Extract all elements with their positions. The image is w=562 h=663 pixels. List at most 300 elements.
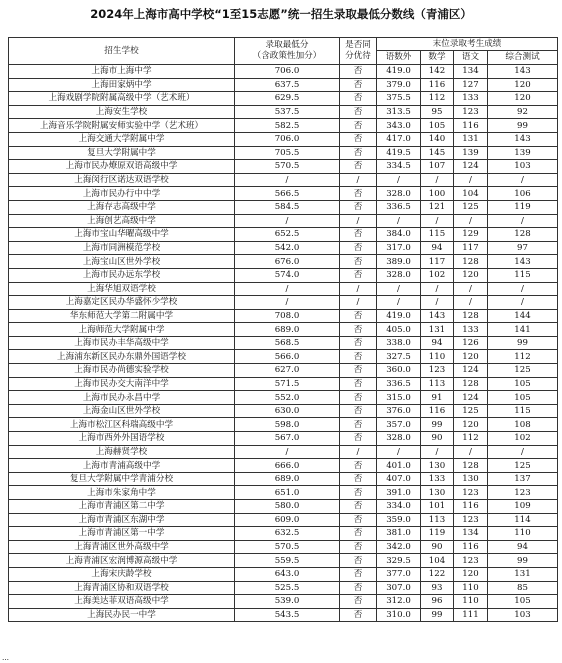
- same-score-preference: 否: [340, 146, 377, 160]
- min-score: 706.0: [235, 65, 340, 79]
- min-score: 689.0: [235, 323, 340, 337]
- same-score-preference: 否: [340, 500, 377, 514]
- chinese-score: 123: [454, 105, 488, 119]
- school-name: 上海浦东新区民办东鼎外国语学校: [9, 350, 235, 364]
- chinese-score: 128: [454, 459, 488, 473]
- chinese-score: 120: [454, 567, 488, 581]
- comprehensive-score: 105: [488, 391, 558, 405]
- table-row: [9, 581, 558, 595]
- math-score: 101: [421, 500, 454, 514]
- school-name: 上海嘉定区民办华盛怀少学校: [9, 296, 235, 310]
- comprehensive-score: 109: [488, 500, 558, 514]
- comprehensive-score: 97: [488, 241, 558, 255]
- comprehensive-score: 139: [488, 146, 558, 160]
- min-score: 542.0: [235, 241, 340, 255]
- table-row: [9, 268, 558, 282]
- school-name: 上海田家炳中学: [9, 78, 235, 92]
- school-name: 上海交通大学附属中学: [9, 132, 235, 146]
- school-name: 上海市民办尚德实验学校: [9, 364, 235, 378]
- min-score: 537.5: [235, 105, 340, 119]
- comprehensive-score: 92: [488, 105, 558, 119]
- math-score: /: [421, 173, 454, 187]
- comprehensive-score: 143: [488, 132, 558, 146]
- chinese-score: 127: [454, 78, 488, 92]
- min-score: 629.5: [235, 92, 340, 106]
- total-cme: 312.0: [377, 595, 421, 609]
- same-score-preference: 否: [340, 119, 377, 133]
- same-score-preference: 否: [340, 160, 377, 174]
- table-row: [9, 228, 558, 242]
- table-row: [9, 132, 558, 146]
- chinese-score: 124: [454, 160, 488, 174]
- chinese-score: 129: [454, 228, 488, 242]
- total-cme: 315.0: [377, 391, 421, 405]
- math-score: 122: [421, 567, 454, 581]
- school-name: 上海市民办行中中学: [9, 187, 235, 201]
- table-row: [9, 173, 558, 187]
- math-score: 99: [421, 418, 454, 432]
- total-cme: /: [377, 445, 421, 459]
- math-score: /: [421, 445, 454, 459]
- school-name: 上海师范大学附属中学: [9, 323, 235, 337]
- school-name: 上海市朱家角中学: [9, 486, 235, 500]
- comprehensive-score: 123: [488, 486, 558, 500]
- math-score: 142: [421, 65, 454, 79]
- min-score: /: [235, 214, 340, 228]
- chinese-score: 116: [454, 540, 488, 554]
- same-score-preference: 否: [340, 513, 377, 527]
- chinese-score: 133: [454, 323, 488, 337]
- school-name: 上海市民办远东学校: [9, 268, 235, 282]
- math-score: 140: [421, 132, 454, 146]
- same-score-preference: 否: [340, 459, 377, 473]
- math-score: 130: [421, 486, 454, 500]
- school-name: 上海青浦区世外高级中学: [9, 540, 235, 554]
- total-cme: 405.0: [377, 323, 421, 337]
- min-score: /: [235, 282, 340, 296]
- total-cme: 419.0: [377, 309, 421, 323]
- math-score: 90: [421, 540, 454, 554]
- school-name: 上海市松江区科瑞高级中学: [9, 418, 235, 432]
- page-title: 2024年上海市高中学校“1至15志愿”统一招生录取最低分数线（青浦区）: [90, 7, 472, 21]
- total-cme: 334.0: [377, 500, 421, 514]
- table-row: [9, 255, 558, 269]
- min-score: 571.5: [235, 377, 340, 391]
- same-score-preference: 否: [340, 228, 377, 242]
- min-score: 559.5: [235, 554, 340, 568]
- chinese-score: 116: [454, 500, 488, 514]
- same-score-preference: 否: [340, 350, 377, 364]
- comprehensive-score: 114: [488, 513, 558, 527]
- chinese-score: 111: [454, 608, 488, 622]
- header-chinese-math-english: 语数外: [377, 51, 421, 65]
- table-row: [9, 432, 558, 446]
- min-score: 609.0: [235, 513, 340, 527]
- comprehensive-score: 108: [488, 418, 558, 432]
- school-name: 复旦大学附属中学: [9, 146, 235, 160]
- table-row: [9, 540, 558, 554]
- comprehensive-score: 128: [488, 228, 558, 242]
- same-score-preference: 否: [340, 581, 377, 595]
- school-name: 上海市青浦区第一中学: [9, 527, 235, 541]
- min-score: /: [235, 296, 340, 310]
- table-row: [9, 350, 558, 364]
- table-row: [9, 404, 558, 418]
- chinese-score: 125: [454, 404, 488, 418]
- school-name: 上海金山区世外学校: [9, 404, 235, 418]
- chinese-score: /: [454, 214, 488, 228]
- comprehensive-score: 99: [488, 554, 558, 568]
- table-row: [9, 309, 558, 323]
- comprehensive-score: 102: [488, 432, 558, 446]
- table-row: [9, 391, 558, 405]
- min-score: 643.0: [235, 567, 340, 581]
- header-comprehensive: 综合测试: [488, 51, 558, 65]
- comprehensive-score: 112: [488, 350, 558, 364]
- total-cme: 343.0: [377, 119, 421, 133]
- math-score: 110: [421, 350, 454, 364]
- chinese-score: 123: [454, 554, 488, 568]
- total-cme: 310.0: [377, 608, 421, 622]
- math-score: 123: [421, 364, 454, 378]
- math-score: 116: [421, 404, 454, 418]
- min-score: 568.5: [235, 336, 340, 350]
- chinese-score: 104: [454, 187, 488, 201]
- total-cme: 317.0: [377, 241, 421, 255]
- total-cme: 336.5: [377, 377, 421, 391]
- comprehensive-score: /: [488, 296, 558, 310]
- same-score-preference: 否: [340, 377, 377, 391]
- table-row: [9, 92, 558, 106]
- chinese-score: 120: [454, 418, 488, 432]
- math-score: 94: [421, 336, 454, 350]
- total-cme: /: [377, 214, 421, 228]
- same-score-preference: 否: [340, 472, 377, 486]
- min-score: 566.0: [235, 350, 340, 364]
- min-score: 652.5: [235, 228, 340, 242]
- header-same-score: [340, 38, 377, 65]
- same-score-preference: 否: [340, 241, 377, 255]
- total-cme: /: [377, 282, 421, 296]
- total-cme: 401.0: [377, 459, 421, 473]
- math-score: 107: [421, 160, 454, 174]
- same-score-preference: 否: [340, 527, 377, 541]
- math-score: 113: [421, 513, 454, 527]
- table-row: [9, 472, 558, 486]
- same-score-preference: 否: [340, 187, 377, 201]
- chinese-score: 139: [454, 146, 488, 160]
- comprehensive-score: 144: [488, 309, 558, 323]
- math-score: 99: [421, 608, 454, 622]
- same-score-preference: 否: [340, 595, 377, 609]
- min-score: 651.0: [235, 486, 340, 500]
- comprehensive-score: 105: [488, 595, 558, 609]
- chinese-score: 117: [454, 241, 488, 255]
- math-score: 145: [421, 146, 454, 160]
- min-score: /: [235, 173, 340, 187]
- chinese-score: 126: [454, 336, 488, 350]
- school-name: 上海市青浦区第二中学: [9, 500, 235, 514]
- total-cme: 377.0: [377, 567, 421, 581]
- min-score: 582.5: [235, 119, 340, 133]
- math-score: 133: [421, 472, 454, 486]
- header-min-score: [235, 38, 340, 65]
- math-score: 131: [421, 323, 454, 337]
- comprehensive-score: 120: [488, 92, 558, 106]
- math-score: 95: [421, 105, 454, 119]
- total-cme: 391.0: [377, 486, 421, 500]
- same-score-preference: 否: [340, 336, 377, 350]
- min-score: 525.5: [235, 581, 340, 595]
- min-score: 580.0: [235, 500, 340, 514]
- same-score-preference: 否: [340, 255, 377, 269]
- same-score-preference: 否: [340, 432, 377, 446]
- admission-score-table: [8, 37, 558, 622]
- table-row: [9, 146, 558, 160]
- table-row: [9, 296, 558, 310]
- min-score: 574.0: [235, 268, 340, 282]
- math-score: 94: [421, 241, 454, 255]
- same-score-preference: 否: [340, 364, 377, 378]
- table-row: [9, 323, 558, 337]
- total-cme: 328.0: [377, 187, 421, 201]
- table-row: [9, 364, 558, 378]
- total-cme: 328.0: [377, 432, 421, 446]
- min-score: 705.5: [235, 146, 340, 160]
- same-score-preference: 否: [340, 554, 377, 568]
- comprehensive-score: 99: [488, 336, 558, 350]
- table-row: [9, 445, 558, 459]
- min-score: 632.5: [235, 527, 340, 541]
- total-cme: 375.5: [377, 92, 421, 106]
- school-name: 上海宝山区世外学校: [9, 255, 235, 269]
- chinese-score: 120: [454, 268, 488, 282]
- header-min-score-line1: 录取最低分: [265, 40, 309, 50]
- school-name: 复旦大学附属中学青浦分校: [9, 472, 235, 486]
- school-name: 上海市青浦区东湖中学: [9, 513, 235, 527]
- same-score-preference: 否: [340, 268, 377, 282]
- math-score: 119: [421, 527, 454, 541]
- same-score-preference: 否: [340, 105, 377, 119]
- math-score: /: [421, 214, 454, 228]
- school-name: 上海市上海中学: [9, 65, 235, 79]
- table-row: [9, 527, 558, 541]
- min-score: 706.0: [235, 132, 340, 146]
- header-chinese: 语文: [454, 51, 488, 65]
- school-name: 上海青浦区宏润博源高级中学: [9, 554, 235, 568]
- same-score-preference: /: [340, 173, 377, 187]
- min-score: 627.0: [235, 364, 340, 378]
- table-row: [9, 608, 558, 622]
- chinese-score: 110: [454, 581, 488, 595]
- chinese-score: /: [454, 445, 488, 459]
- min-score: 637.5: [235, 78, 340, 92]
- math-score: 117: [421, 255, 454, 269]
- table-row: [9, 200, 558, 214]
- same-score-preference: 否: [340, 391, 377, 405]
- total-cme: 334.5: [377, 160, 421, 174]
- header-same-score-line2: 分优待: [345, 51, 371, 61]
- math-score: 93: [421, 581, 454, 595]
- total-cme: 329.5: [377, 554, 421, 568]
- comprehensive-score: 141: [488, 323, 558, 337]
- min-score: 584.5: [235, 200, 340, 214]
- min-score: 539.0: [235, 595, 340, 609]
- total-cme: 384.0: [377, 228, 421, 242]
- math-score: 121: [421, 200, 454, 214]
- table-row: [9, 336, 558, 350]
- chinese-score: 120: [454, 350, 488, 364]
- total-cme: 419.0: [377, 65, 421, 79]
- total-cme: 307.0: [377, 581, 421, 595]
- math-score: /: [421, 282, 454, 296]
- min-score: 689.0: [235, 472, 340, 486]
- min-score: 543.5: [235, 608, 340, 622]
- chinese-score: /: [454, 296, 488, 310]
- same-score-preference: 否: [340, 132, 377, 146]
- school-name: 上海戏剧学院附属高级中学（艺术班）: [9, 92, 235, 106]
- comprehensive-score: 131: [488, 567, 558, 581]
- min-score: 566.5: [235, 187, 340, 201]
- comprehensive-score: /: [488, 173, 558, 187]
- math-score: 104: [421, 554, 454, 568]
- total-cme: 359.0: [377, 513, 421, 527]
- same-score-preference: 否: [340, 309, 377, 323]
- total-cme: 360.0: [377, 364, 421, 378]
- comprehensive-score: 115: [488, 268, 558, 282]
- math-score: 105: [421, 119, 454, 133]
- total-cme: 389.0: [377, 255, 421, 269]
- math-score: 143: [421, 309, 454, 323]
- comprehensive-score: 125: [488, 364, 558, 378]
- same-score-preference: 否: [340, 540, 377, 554]
- same-score-preference: 否: [340, 78, 377, 92]
- school-name: 上海市民办丰华高级中学: [9, 336, 235, 350]
- school-name: 上海市民办交大南洋中学: [9, 377, 235, 391]
- table-row: [9, 119, 558, 133]
- school-name: 上海市宝山华曜高级中学: [9, 228, 235, 242]
- chinese-score: /: [454, 282, 488, 296]
- school-name: 上海市民办燎原双语高级中学: [9, 160, 235, 174]
- same-score-preference: 否: [340, 92, 377, 106]
- table-row: [9, 567, 558, 581]
- comprehensive-score: 85: [488, 581, 558, 595]
- total-cme: 342.0: [377, 540, 421, 554]
- math-score: 102: [421, 268, 454, 282]
- table-row: [9, 554, 558, 568]
- total-cme: 379.0: [377, 78, 421, 92]
- min-score: 552.0: [235, 391, 340, 405]
- header-min-score-line2: （含政策性加分）: [252, 51, 322, 61]
- min-score: 708.0: [235, 309, 340, 323]
- comprehensive-score: 105: [488, 377, 558, 391]
- comprehensive-score: 120: [488, 78, 558, 92]
- total-cme: 336.5: [377, 200, 421, 214]
- comprehensive-score: /: [488, 282, 558, 296]
- school-name: 上海音乐学院附属安师实验中学（艺术班）: [9, 119, 235, 133]
- math-score: 116: [421, 78, 454, 92]
- chinese-score: 128: [454, 377, 488, 391]
- total-cme: 376.0: [377, 404, 421, 418]
- total-cme: 419.5: [377, 146, 421, 160]
- chinese-score: 123: [454, 513, 488, 527]
- chinese-score: 123: [454, 486, 488, 500]
- table-row: [9, 105, 558, 119]
- min-score: 676.0: [235, 255, 340, 269]
- total-cme: 407.0: [377, 472, 421, 486]
- comprehensive-score: 103: [488, 160, 558, 174]
- table-row: [9, 160, 558, 174]
- chinese-score: 112: [454, 432, 488, 446]
- school-name: 上海创艺高级中学: [9, 214, 235, 228]
- same-score-preference: 否: [340, 404, 377, 418]
- total-cme: 313.5: [377, 105, 421, 119]
- total-cme: /: [377, 296, 421, 310]
- table-row: [9, 418, 558, 432]
- comprehensive-score: 119: [488, 200, 558, 214]
- chinese-score: /: [454, 173, 488, 187]
- comprehensive-score: 125: [488, 459, 558, 473]
- math-score: 90: [421, 432, 454, 446]
- min-score: 598.0: [235, 418, 340, 432]
- table-row: [9, 78, 558, 92]
- math-score: 113: [421, 377, 454, 391]
- school-name: 华东师范大学第二附属中学: [9, 309, 235, 323]
- same-score-preference: 否: [340, 608, 377, 622]
- school-name: 上海市同洲模范学校: [9, 241, 235, 255]
- min-score: /: [235, 445, 340, 459]
- header-math: 数学: [421, 51, 454, 65]
- total-cme: /: [377, 173, 421, 187]
- same-score-preference: 否: [340, 323, 377, 337]
- school-name: 上海宋庆龄学校: [9, 567, 235, 581]
- comprehensive-score: 143: [488, 65, 558, 79]
- same-score-preference: /: [340, 282, 377, 296]
- math-score: 91: [421, 391, 454, 405]
- math-score: 100: [421, 187, 454, 201]
- math-score: 115: [421, 228, 454, 242]
- same-score-preference: 否: [340, 418, 377, 432]
- same-score-preference: /: [340, 214, 377, 228]
- chinese-score: 116: [454, 119, 488, 133]
- total-cme: 328.0: [377, 268, 421, 282]
- table-row: [9, 513, 558, 527]
- min-score: 570.5: [235, 540, 340, 554]
- school-name: 上海美达菲双语高级中学: [9, 595, 235, 609]
- chinese-score: 130: [454, 472, 488, 486]
- school-name: 上海安生学校: [9, 105, 235, 119]
- comprehensive-score: 94: [488, 540, 558, 554]
- school-name: 上海赫贤学校: [9, 445, 235, 459]
- table-row: [9, 500, 558, 514]
- comprehensive-score: 99: [488, 119, 558, 133]
- math-score: 130: [421, 459, 454, 473]
- total-cme: 338.0: [377, 336, 421, 350]
- comprehensive-score: 143: [488, 255, 558, 269]
- chinese-score: 128: [454, 309, 488, 323]
- table-row: [9, 486, 558, 500]
- same-score-preference: 否: [340, 486, 377, 500]
- chinese-score: 124: [454, 364, 488, 378]
- comprehensive-score: /: [488, 445, 558, 459]
- comprehensive-score: 103: [488, 608, 558, 622]
- total-cme: 357.0: [377, 418, 421, 432]
- school-name: 上海市民办永昌中学: [9, 391, 235, 405]
- math-score: /: [421, 296, 454, 310]
- math-score: 96: [421, 595, 454, 609]
- min-score: 630.0: [235, 404, 340, 418]
- header-school: 招生学校: [9, 38, 235, 65]
